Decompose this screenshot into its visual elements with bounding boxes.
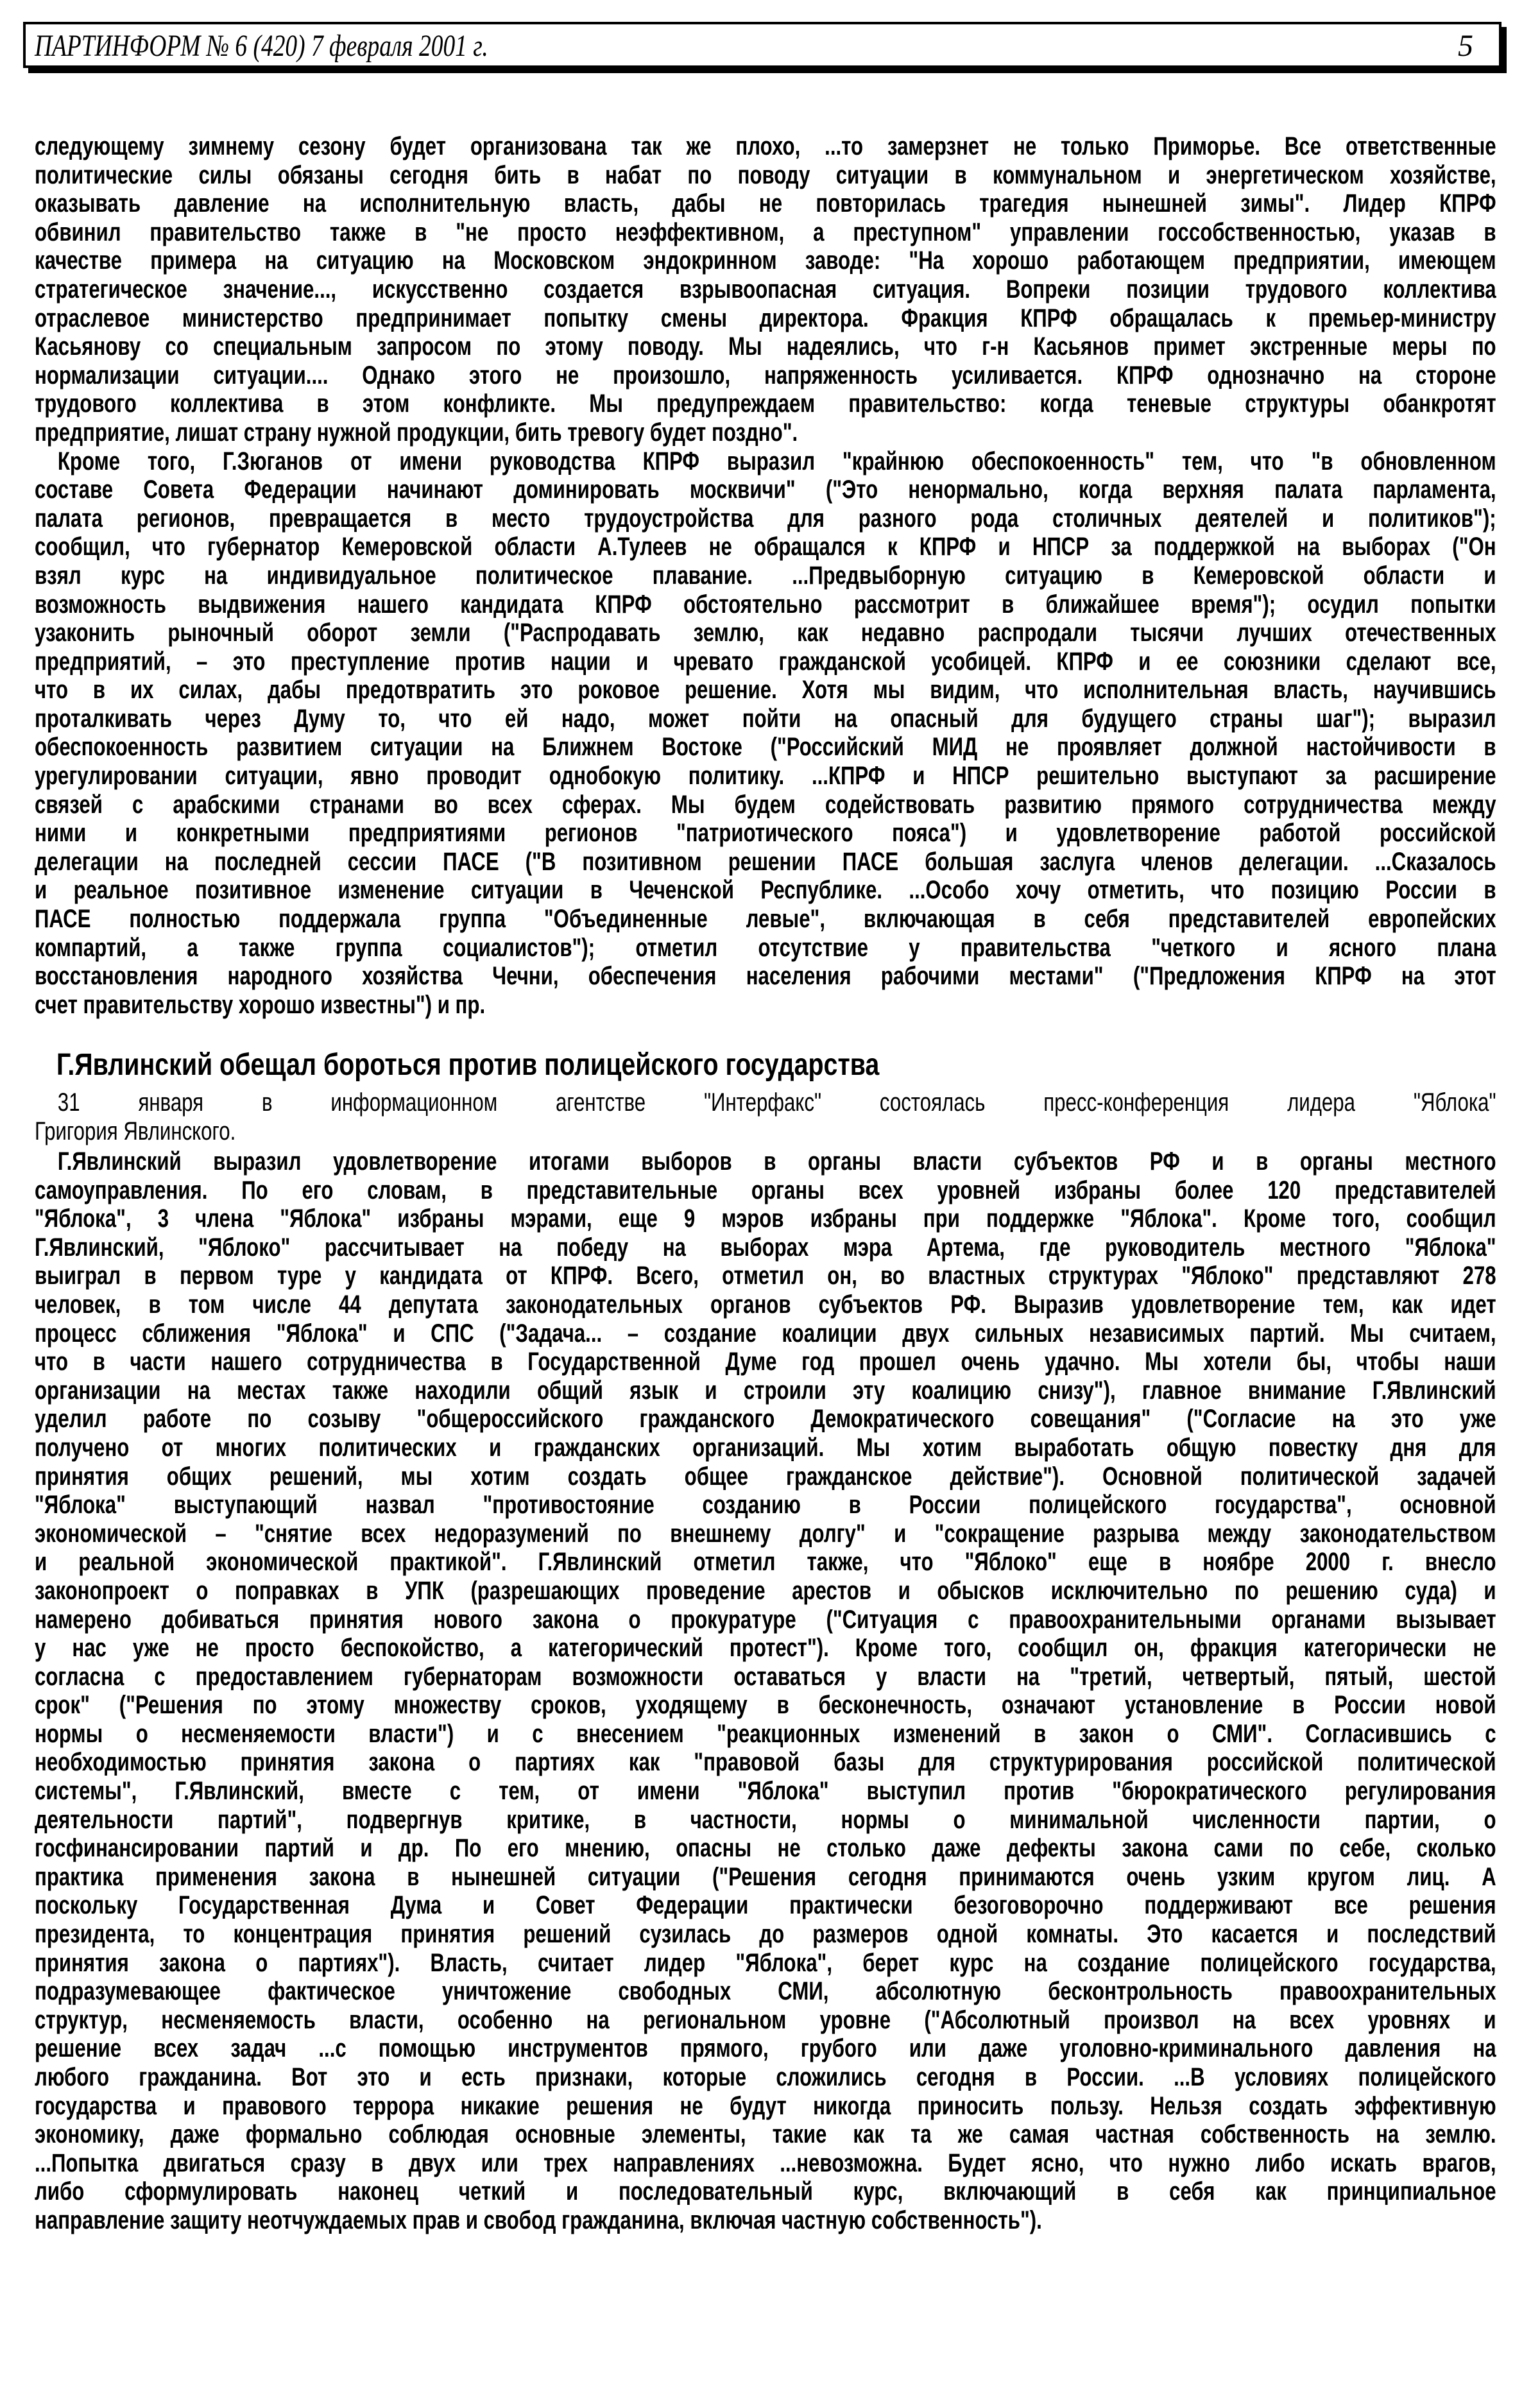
text-line: практика применения закона в нынешней ситуации ("Решения сегодня принимаются очень узким кругом лиц. А <box>35 1862 1496 1891</box>
text-line: Кроме того, Г.Зюганов от имени руководства КПРФ выразил "крайнюю обеспокоенность" тем, что "в обновленном <box>57 447 1496 476</box>
text-line: уделил работе по созыву "общероссийского гражданского Демократического совещания" ("Согласие на это уже <box>35 1405 1496 1434</box>
text-line: организации на местах также находили общий язык и строили эту коалицию снизу"), главное внимание Г.Явлинский <box>35 1376 1496 1405</box>
text-line: ПАСЕ полностью поддержала группа "Объединенные левые", включающая в себя представителей европейских <box>35 905 1496 934</box>
text-line: урегулировании ситуации, явно проводит однобокую политику. ...КПРФ и НПСР решительно выступают за расширение <box>35 762 1496 791</box>
text-line: системы", Г.Явлинский, вместе с тем, от имени "Яблока" выступил против "бюрократического регулирования <box>35 1777 1496 1806</box>
text-line: решение всех задач ...с помощью инструментов прямого, грубого или даже уголовно-криминального давления на <box>35 2034 1496 2063</box>
text-line: ...Попытка двигаться сразу в двух или трех направлениях ...невозможна. Будет ясно, что нужно либо искать врагов, <box>35 2148 1496 2177</box>
text-line: процесс сближения "Яблока" и СПС ("Задача... – создание коалиции двух сильных независимых партий. Мы считаем, <box>35 1319 1496 1348</box>
text-line: предприятий, – это преступление против нации и чревато гражданской усобицей. КПРФ и ее союзники сделают все, <box>35 647 1496 676</box>
text-line: обвинил правительство также в "не просто неэффективном, а преступном" управлении госсобственностью, указав в <box>35 218 1496 246</box>
text-line: ними и конкретными предприятиями регионов "патриотического пояса") и удовлетворение работой российской <box>35 819 1496 848</box>
text-line: президента, то концентрация принятия решений сузилась до размеров одной комнаты. Это касается и последствий <box>35 1920 1496 1949</box>
text-line: намерено добиваться принятия нового закона о прокуратуре ("Ситуация с правоохранительными органами вызывает <box>35 1605 1496 1634</box>
text-line: компартий, а также группа социалистов"); отметил отсутствие у правительства "четкого и ясного плана <box>35 933 1496 962</box>
text-line: деятельности партий", подвергнув критике, в частности, нормы о минимальной численности партии, о <box>35 1805 1496 1834</box>
text-line: и реальной экономической практикой". Г.Явлинский отметил также, что "Яблоко" еще в ноябре 2000 г. внесло <box>35 1548 1496 1577</box>
article-heading: Г.Явлинский обещал бороться против полицейского государства <box>56 1048 880 1082</box>
text-line: что в части нашего сотрудничества в Государственной Думе год прошел очень удачно. Мы хотели бы, чтобы наши <box>35 1348 1496 1376</box>
text-line: нормализации ситуации.... Однако этого не произошло, напряженность усиливается. КПРФ однозначно на стороне <box>35 361 1496 390</box>
text-line: оказывать давление на исполнительную власть, дабы не повторилась трагедия нынешней зимы". Лидер КПРФ <box>35 189 1496 218</box>
page-number: 5 <box>1458 29 1473 63</box>
text-line: Касьянову со специальным запросом по этому поводу. Мы надеялись, что г-н Касьянов примет экстренные меры по <box>35 332 1496 361</box>
text-line: восстановления народного хозяйства Чечни, обеспечения населения рабочими местами" ("Предложения КПРФ на этот <box>35 962 1496 991</box>
text-line: у нас уже не просто беспокойство, а категорический протест"). Кроме того, сообщил он, фракция категорически не <box>35 1634 1496 1663</box>
text-line: возможность выдвижения нашего кандидата КПРФ обстоятельно рассмотрит в ближайшее время"); осудил попытки <box>35 590 1496 619</box>
text-line: узаконить рыночный оборот земли ("Распродавать землю, как недавно распродали тысячи лучших отечественных <box>35 619 1496 647</box>
text-line: срок" ("Решения по этому множеству сроков, уходящему в бесконечность, означают установление в России новой <box>35 1691 1496 1720</box>
text-line: "Яблока" выступающий назвал "противостояние созданию в России полицейского государства", основной <box>35 1491 1496 1520</box>
text-line: поскольку Государственная Дума и Совет Федерации практически безоговорочно поддерживают все решения <box>35 1891 1496 1920</box>
text-line: политические силы обязаны сегодня бить в набат по поводу ситуации в коммунальном и энергетическом хозяйстве, <box>35 160 1496 189</box>
text-line: госфинансировании партий и др. По его мнению, опасны не столько даже дефекты закона сами по себе, сколько <box>35 1834 1496 1863</box>
text-line: согласна с предоставлением губернаторам возможности оставаться у власти на "третий, четвертый, пятый, шестой <box>35 1662 1496 1691</box>
text-line: сообщил, что губернатор Кемеровской области А.Тулеев не обращался к КПРФ и НПСР за поддержкой на выборах ("Он <box>35 533 1496 561</box>
text-line: Г.Явлинский выразил удовлетворение итогами выборов в органы власти субъектов РФ и в органы местного <box>57 1147 1496 1176</box>
text-line: обеспокоенность развитием ситуации на Ближнем Востоке ("Российский МИД не проявляет должной настойчивости в <box>35 733 1496 762</box>
text-line: Григория Явлинского. <box>35 1117 236 1145</box>
text-line: подразумевающее фактическое уничтожение свободных СМИ, абсолютную бесконтрольность правоохранительных <box>35 1977 1496 2006</box>
text-line: любого гражданина. Вот это и есть признаки, которые сложились сегодня в России. ...В условиях полицейского <box>35 2063 1496 2091</box>
text-line: выиграл в первом туре у кандидата от КПРФ. Всего, отметил он, во властных структурах "Яблоко" представляют 278 <box>35 1262 1496 1290</box>
text-line: счет правительству хорошо известны") и пр. <box>35 990 486 1019</box>
text-line: принятия общих решений, мы хотим создать общее гражданское действие"). Основной политической задачей <box>35 1462 1496 1491</box>
article-body <box>35 1147 1540 2235</box>
text-line: делегации на последней сессии ПАСЕ ("В позитивном решении ПАСЕ большая заслуга членов делегации. ...Сказалось <box>35 847 1496 876</box>
text-line: получено от многих политических и гражданских организаций. Мы хотим выработать общую повестку дня для <box>35 1433 1496 1462</box>
text-line: государства и правового террора никакие решения не будут никогда приносить пользу. Нельзя создать эффективную <box>35 2091 1496 2120</box>
text-line: и реальное позитивное изменение ситуации в Чеченской Республике. ...Особо хочу отметить, что позицию России в <box>35 876 1496 905</box>
text-line: предприятие, лишат страну нужной продукции, бить тревогу будет поздно". <box>35 418 798 447</box>
text-line: стратегическое значение..., искусственно создается взрывоопасная ситуация. Вопреки позиции трудового коллектива <box>35 275 1496 304</box>
text-line: нормы о несменяемости власти") и с внесением "реакционных изменений в закон о СМИ". Согласившись с <box>35 1719 1496 1748</box>
text-line: законопроект о поправках в УПК (разрешающих проведение арестов и обысков исключительно по решению суда) и <box>35 1576 1496 1605</box>
text-line: 31 января в информационном агентстве "Интерфакс" состоялась пресс-конференция лидера "Яблока" <box>57 1088 1496 1117</box>
text-line: структур, несменяемость власти, особенно на региональном уровне ("Абсолютный произвол на всех уровнях и <box>35 2005 1496 2034</box>
text-line: проталкивать через Думу то, что ей надо, может пойти на опасный для будущего страны шаг"); выразил <box>35 704 1496 733</box>
text-line: отраслевое министерство предпринимает попытку смены директора. Фракция КПРФ обращалась к премьер-министру <box>35 304 1496 332</box>
text-line: трудового коллектива в этом конфликте. Мы предупреждаем правительство: когда теневые структуры обанкротят <box>35 390 1496 418</box>
text-line: палата регионов, превращается в место трудоустройства для разного рода столичных деятелей и политиков"); <box>35 504 1496 533</box>
text-line: человек, в том числе 44 депутата законодательных органов субъектов РФ. Выразив удовлетворение тем, как идет <box>35 1290 1496 1319</box>
publication-title: ПАРТИНФОРМ № 6 (420) 7 февраля 2001 г. <box>35 29 488 63</box>
article-body-text <box>35 1147 1496 2235</box>
text-line: связей с арабскими странами во всех сферах. Мы будем содействовать развитию прямого сотрудничества между <box>35 790 1496 819</box>
text-line: качестве примера на ситуацию на Московском эндокринном заводе: "На хорошо работающем предприятии, имеющем <box>35 246 1496 275</box>
text-line: Г.Явлинский, "Яблоко" рассчитывает на победу на выборах мэра Артема, где руководитель местного "Яблока" <box>35 1233 1496 1262</box>
text-line: взял курс на индивидуальное политическое плавание. ...Предвыборную ситуацию в Кемеровской области и <box>35 561 1496 590</box>
text-line: следующему зимнему сезону будет организована так же плохо, ...то замерзнет не только Приморье. Все ответственные <box>35 132 1496 160</box>
text-line: экономической – "снятие всех недоразумений по внешнему долгу" и "сокращение разрыва между законодательством <box>35 1519 1496 1548</box>
text-line: что в их силах, дабы предотвратить это роковое решение. Хотя мы видим, что исполнительная власть, научившись <box>35 676 1496 705</box>
article-continuation-text <box>35 132 1496 1019</box>
text-line: экономику, даже формально соблюдая основные элементы, такие как та же самая частная собственность на землю. <box>35 2120 1496 2149</box>
text-line: либо сформулировать наконец четкий и последовательный курс, включающий в себя как принципиальное <box>35 2177 1496 2206</box>
text-line: принятия закона о партиях"). Власть, считает лидер "Яблока", берет курс на создание полицейского государства, <box>35 1948 1496 1977</box>
article-continuation <box>35 132 1540 1019</box>
text-line: самоуправления. По его словам, в представительные органы всех уровней избраны более 120 представителей <box>35 1176 1496 1204</box>
text-line: направление защиту неотчуждаемых прав и свобод гражданина, включая частную собственность"). <box>35 2206 1042 2234</box>
text-line: необходимостью принятия закона о партиях как "правовой базы для структурирования российской политической <box>35 1748 1496 1777</box>
article-lead <box>35 1088 1540 1145</box>
text-line: "Яблока", 3 члена "Яблока" избраны мэрами, еще 9 мэров избраны при поддержке "Яблока". Кроме того, сообщил <box>35 1204 1496 1233</box>
text-line: составе Совета Федерации начинают доминировать москвичи" ("Это ненормально, когда верхняя палата парламента, <box>35 476 1496 504</box>
article-lead-text <box>35 1088 1496 1145</box>
page-header <box>23 22 1502 68</box>
